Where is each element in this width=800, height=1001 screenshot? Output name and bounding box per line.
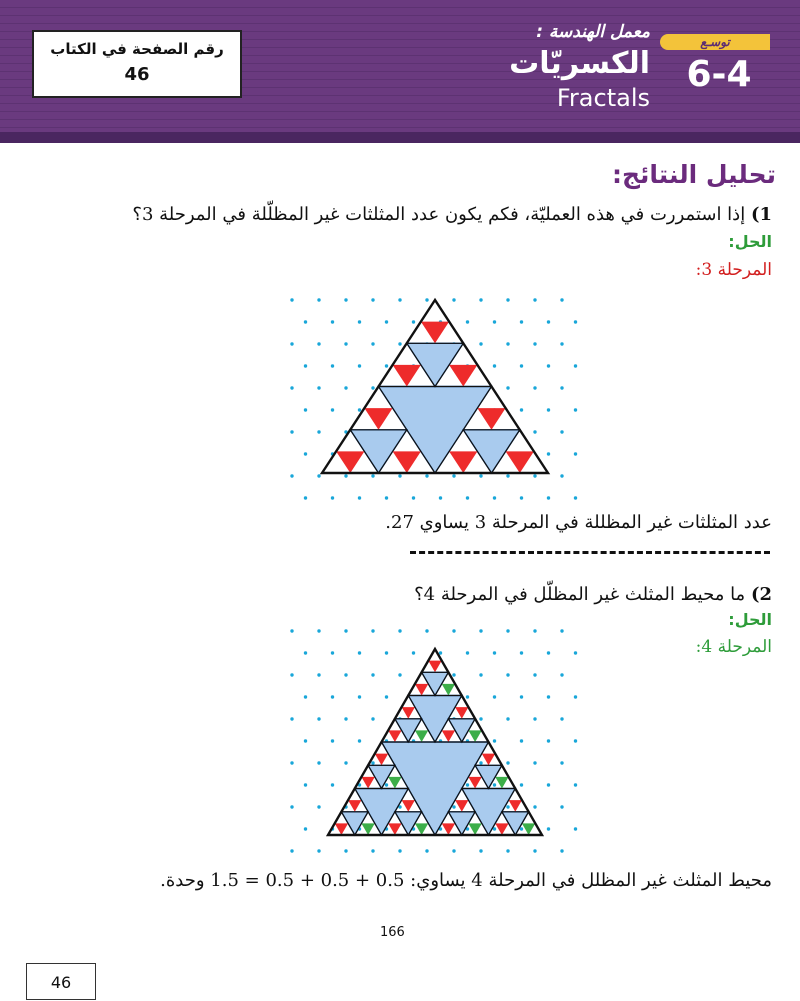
grid-dot — [479, 342, 482, 345]
grid-dot — [520, 408, 523, 411]
grid-dot — [317, 386, 320, 389]
grid-dot — [304, 783, 307, 786]
lesson-number: 6-4 — [686, 54, 752, 95]
grid-dot — [425, 849, 428, 852]
grid-dot — [560, 717, 563, 720]
lab-label: معمل الهندسة : — [536, 22, 650, 42]
grid-dot — [358, 695, 361, 698]
grid-dot — [412, 496, 415, 499]
grid-dot — [304, 452, 307, 455]
grid-dot — [317, 761, 320, 764]
grid-dot — [466, 651, 469, 654]
lab-title-english: Fractals — [556, 84, 650, 112]
grid-dot — [479, 298, 482, 301]
grid-dot — [479, 629, 482, 632]
grid-dot — [547, 452, 550, 455]
unshaded-triangle — [415, 823, 428, 835]
grid-dot — [425, 474, 428, 477]
grid-dot — [317, 629, 320, 632]
grid-dot — [385, 364, 388, 367]
grid-dot — [506, 629, 509, 632]
grid-dot — [506, 849, 509, 852]
grid-dot — [533, 430, 536, 433]
grid-dot — [533, 805, 536, 808]
grid-dot — [331, 364, 334, 367]
unshaded-triangle — [477, 408, 505, 430]
unshaded-triangle — [449, 451, 477, 473]
grid-dot — [290, 849, 293, 852]
header-banner-edge — [0, 132, 800, 143]
grid-dot — [344, 629, 347, 632]
grid-dot — [560, 805, 563, 808]
unshaded-triangle — [495, 823, 508, 835]
grid-dot — [574, 320, 577, 323]
grid-dot — [547, 739, 550, 742]
unshaded-triangle — [468, 823, 481, 835]
grid-dot — [317, 849, 320, 852]
grid-dot — [452, 805, 455, 808]
unshaded-triangle — [388, 730, 401, 742]
grid-dot — [371, 474, 374, 477]
unshaded-triangle — [364, 408, 392, 430]
unshaded-triangle — [495, 777, 508, 789]
grid-dot — [331, 496, 334, 499]
grid-dot — [344, 342, 347, 345]
grid-dot — [547, 651, 550, 654]
grid-dot — [506, 673, 509, 676]
question-1 — [132, 204, 772, 225]
grid-dot — [493, 320, 496, 323]
page-ref-number: 46 — [124, 64, 150, 85]
grid-dot — [547, 320, 550, 323]
grid-dot — [304, 739, 307, 742]
grid-dot — [574, 452, 577, 455]
grid-dot — [371, 342, 374, 345]
grid-dot — [344, 474, 347, 477]
grid-dot — [290, 629, 293, 632]
grid-dot — [493, 651, 496, 654]
grid-dot — [371, 629, 374, 632]
grid-dot — [493, 783, 496, 786]
grid-dot — [290, 717, 293, 720]
grid-dot — [452, 298, 455, 301]
grid-dot — [520, 695, 523, 698]
grid-dot — [371, 717, 374, 720]
grid-dot — [506, 474, 509, 477]
grid-dot — [520, 827, 523, 830]
unshaded-triangle — [522, 823, 535, 835]
grid-dot — [560, 342, 563, 345]
grid-dot — [317, 717, 320, 720]
grid-dot — [452, 474, 455, 477]
question-1-text: إذا استمررت في هذه العمليّة، فكم يكون عدد المثلثات غير المظلّلة في المرحلة 3؟ — [132, 204, 746, 225]
stage-4-figure — [270, 625, 600, 865]
question-2 — [414, 584, 772, 605]
unshaded-triangle — [428, 661, 441, 673]
grid-dot — [358, 651, 361, 654]
unshaded-triangle — [468, 777, 481, 789]
unshaded-triangle — [402, 707, 415, 719]
grid-dot — [574, 739, 577, 742]
grid-dot — [533, 673, 536, 676]
unshaded-triangle — [393, 451, 421, 473]
unshaded-triangle — [415, 730, 428, 742]
grid-dot — [385, 783, 388, 786]
page-number: 166 — [380, 925, 405, 940]
grid-dot — [452, 849, 455, 852]
section-heading: تحليل النتائج: — [612, 160, 776, 189]
grid-dot — [533, 849, 536, 852]
grid-dot — [331, 651, 334, 654]
grid-dot — [385, 496, 388, 499]
unshaded-triangle — [388, 823, 401, 835]
unshaded-triangle — [415, 684, 428, 696]
grid-dot — [304, 408, 307, 411]
grid-dot — [547, 408, 550, 411]
stage-3-figure — [270, 290, 600, 505]
unshaded-triangle — [361, 777, 374, 789]
grid-dot — [304, 695, 307, 698]
unshaded-triangle — [335, 823, 348, 835]
grid-dot — [358, 408, 361, 411]
grid-dot — [479, 717, 482, 720]
unshaded-triangle — [442, 823, 455, 835]
grid-dot — [574, 651, 577, 654]
unshaded-triangle — [449, 365, 477, 387]
stage-3-label: المرحلة 3: — [695, 260, 772, 280]
grid-dot — [412, 320, 415, 323]
grid-dot — [290, 430, 293, 433]
grid-dot — [317, 673, 320, 676]
grid-dot — [533, 386, 536, 389]
grid-dot — [560, 849, 563, 852]
grid-dot — [331, 695, 334, 698]
grid-dot — [493, 364, 496, 367]
grid-dot — [398, 298, 401, 301]
grid-dot — [398, 474, 401, 477]
grid-dot — [371, 386, 374, 389]
grid-dot — [398, 342, 401, 345]
grid-dot — [412, 651, 415, 654]
grid-dot — [304, 827, 307, 830]
unshaded-triangle — [455, 707, 468, 719]
grid-dot — [533, 629, 536, 632]
grid-dot — [398, 629, 401, 632]
unshaded-triangle — [348, 800, 361, 812]
grid-dot — [533, 298, 536, 301]
unshaded-triangle — [455, 800, 468, 812]
grid-dot — [506, 717, 509, 720]
grid-dot — [304, 320, 307, 323]
book-page-box: 46 — [26, 963, 96, 1000]
grid-dot — [533, 474, 536, 477]
grid-dot — [290, 474, 293, 477]
grid-dot — [493, 739, 496, 742]
page-ref-label: رقم الصفحة في الكتاب — [50, 40, 224, 58]
question-1-answer: عدد المثلثات غير المظللة في المرحلة 3 يساوي 27. — [385, 512, 772, 533]
unshaded-triangle — [506, 451, 534, 473]
grid-dot — [520, 783, 523, 786]
unshaded-triangle — [482, 754, 495, 766]
grid-dot — [506, 761, 509, 764]
grid-dot — [479, 673, 482, 676]
grid-dot — [290, 761, 293, 764]
grid-dot — [317, 805, 320, 808]
grid-dot — [547, 827, 550, 830]
expand-tag: توسـع — [660, 34, 770, 50]
grid-dot — [560, 474, 563, 477]
grid-dot — [344, 386, 347, 389]
grid-dot — [317, 342, 320, 345]
unshaded-triangle — [442, 730, 455, 742]
grid-dot — [479, 474, 482, 477]
grid-dot — [304, 651, 307, 654]
grid-dot — [560, 298, 563, 301]
question-1-number: 1) — [750, 204, 772, 225]
lab-title: الكسريّات — [509, 46, 650, 81]
grid-dot — [358, 739, 361, 742]
grid-dot — [520, 651, 523, 654]
grid-dot — [520, 320, 523, 323]
grid-dot — [506, 298, 509, 301]
grid-dot — [317, 474, 320, 477]
grid-dot — [358, 320, 361, 323]
grid-dot — [331, 783, 334, 786]
grid-dot — [533, 717, 536, 720]
grid-dot — [574, 695, 577, 698]
grid-dot — [479, 761, 482, 764]
grid-dot — [358, 364, 361, 367]
grid-dot — [317, 298, 320, 301]
grid-dot — [547, 695, 550, 698]
grid-dot — [344, 761, 347, 764]
grid-dot — [439, 496, 442, 499]
grid-dot — [479, 849, 482, 852]
grid-dot — [520, 496, 523, 499]
shaded-triangle — [407, 343, 464, 386]
grid-dot — [398, 673, 401, 676]
grid-dot — [371, 673, 374, 676]
unshaded-triangle — [509, 800, 522, 812]
unshaded-triangle — [388, 777, 401, 789]
unshaded-triangle — [375, 754, 388, 766]
grid-dot — [344, 673, 347, 676]
grid-dot — [533, 342, 536, 345]
grid-dot — [344, 849, 347, 852]
dashed-divider — [410, 551, 770, 554]
grid-dot — [358, 496, 361, 499]
grid-dot — [290, 805, 293, 808]
grid-dot — [304, 364, 307, 367]
grid-dot — [560, 386, 563, 389]
grid-dot — [533, 761, 536, 764]
question-2-number: 2) — [750, 584, 772, 605]
grid-dot — [331, 408, 334, 411]
grid-dot — [520, 364, 523, 367]
grid-dot — [560, 629, 563, 632]
grid-dot — [466, 695, 469, 698]
grid-dot — [506, 805, 509, 808]
unshaded-triangle — [361, 823, 374, 835]
grid-dot — [385, 651, 388, 654]
grid-dot — [385, 320, 388, 323]
unshaded-triangle — [421, 322, 449, 344]
grid-dot — [385, 695, 388, 698]
grid-dot — [560, 673, 563, 676]
unshaded-triangle — [442, 684, 455, 696]
question-2-solution-label: الحل: — [728, 610, 772, 629]
grid-dot — [560, 430, 563, 433]
grid-dot — [452, 629, 455, 632]
grid-dot — [425, 629, 428, 632]
book-page-reference — [32, 30, 242, 98]
grid-dot — [425, 298, 428, 301]
unshaded-triangle — [393, 365, 421, 387]
grid-dot — [520, 739, 523, 742]
unshaded-triangle — [468, 730, 481, 742]
grid-dot — [574, 408, 577, 411]
grid-dot — [290, 298, 293, 301]
grid-dot — [344, 717, 347, 720]
grid-dot — [452, 673, 455, 676]
grid-dot — [371, 761, 374, 764]
unshaded-triangle — [336, 451, 364, 473]
grid-dot — [466, 320, 469, 323]
grid-dot — [371, 849, 374, 852]
stage-4-label: المرحلة 4: — [695, 637, 772, 657]
grid-dot — [466, 496, 469, 499]
grid-dot — [574, 783, 577, 786]
grid-dot — [574, 496, 577, 499]
grid-dot — [506, 386, 509, 389]
grid-dot — [506, 342, 509, 345]
grid-dot — [317, 430, 320, 433]
grid-dot — [493, 695, 496, 698]
grid-dot — [290, 342, 293, 345]
grid-dot — [547, 496, 550, 499]
grid-dot — [574, 364, 577, 367]
grid-dot — [331, 739, 334, 742]
grid-dot — [547, 364, 550, 367]
question-2-answer: محيط المثلث غير المظلل في المرحلة 4 يساوي: 0.5 + 0.5 + 0.5 = 1.5 وحدة. — [160, 870, 772, 891]
grid-dot — [466, 783, 469, 786]
grid-dot — [331, 320, 334, 323]
grid-dot — [560, 761, 563, 764]
grid-dot — [371, 298, 374, 301]
grid-dot — [398, 849, 401, 852]
grid-dot — [290, 673, 293, 676]
grid-dot — [493, 496, 496, 499]
grid-dot — [574, 827, 577, 830]
grid-dot — [304, 496, 307, 499]
grid-dot — [344, 298, 347, 301]
question-1-solution-label: الحل: — [728, 232, 772, 251]
grid-dot — [290, 386, 293, 389]
question-2-text: ما محيط المثلث غير المظلّل في المرحلة 4؟ — [414, 584, 746, 605]
unshaded-triangle — [402, 800, 415, 812]
grid-dot — [547, 783, 550, 786]
